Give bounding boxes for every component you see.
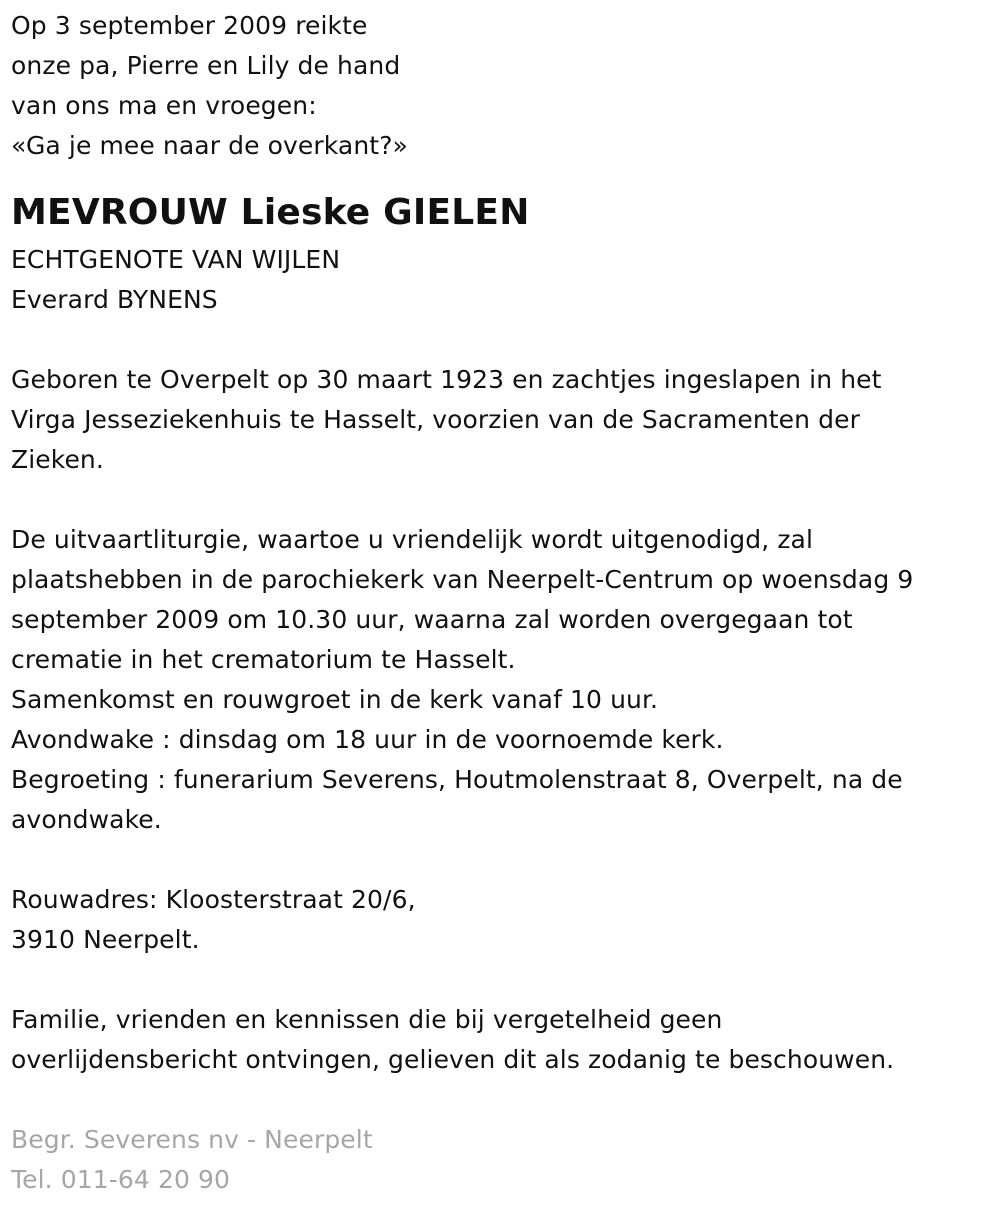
intro-line: onze pa, Pierre en Lily de hand xyxy=(11,51,401,80)
paragraph-line: september 2009 om 10.30 uur, waarna zal worden overgegaan tot xyxy=(11,605,853,634)
spacer xyxy=(11,1080,996,1120)
intro-line: van ons ma en vroegen: xyxy=(11,91,317,120)
spacer xyxy=(11,840,996,880)
ceremony-paragraph xyxy=(11,520,996,840)
address-line: 3910 Neerpelt. xyxy=(11,925,200,954)
paragraph-line: Geboren te Overpelt op 30 maart 1923 en zachtjes ingeslapen in het xyxy=(11,365,882,394)
paragraph-line: Begroeting : funerarium Severens, Houtmolenstraat 8, Overpelt, na de xyxy=(11,765,903,794)
footer-line: Begr. Severens nv - Neerpelt xyxy=(11,1125,373,1154)
funeral-director-footer xyxy=(11,1120,996,1200)
paragraph-line: Familie, vrienden en kennissen die bij vergetelheid geen xyxy=(11,1005,723,1034)
intro-verse xyxy=(11,6,996,166)
paragraph-line: overlijdensbericht ontvingen, gelieven dit als zodanig te beschouwen. xyxy=(11,1045,895,1074)
relation-line: Everard BYNENS xyxy=(11,285,218,314)
address-line: Rouwadres: Kloosterstraat 20/6, xyxy=(11,885,416,914)
paragraph-line: Zieken. xyxy=(11,445,104,474)
paragraph-line: De uitvaartliturgie, waartoe u vriendelijk wordt uitgenodigd, zal xyxy=(11,525,814,554)
spacer xyxy=(11,320,996,360)
birth-paragraph xyxy=(11,360,996,480)
paragraph-line: plaatshebben in de parochiekerk van Neerpelt-Centrum op woensdag 9 xyxy=(11,565,914,594)
intro-line: Op 3 september 2009 reikte xyxy=(11,11,368,40)
address-paragraph xyxy=(11,880,996,960)
paragraph-line: Avondwake : dinsdag om 18 uur in de voornoemde kerk. xyxy=(11,725,724,754)
obituary-notice xyxy=(11,6,996,1200)
spacer xyxy=(11,960,996,1000)
relation-block xyxy=(11,240,996,320)
footer-line: Tel. 011-64 20 90 xyxy=(11,1165,231,1194)
intro-line: «Ga je mee naar de overkant?» xyxy=(11,131,408,160)
paragraph-line: Samenkomst en rouwgroet in de kerk vanaf 10 uur. xyxy=(11,685,659,714)
paragraph-line: crematie in het crematorium te Hasselt. xyxy=(11,645,516,674)
paragraph-line: avondwake. xyxy=(11,805,162,834)
relation-line: ECHTGENOTE VAN WIJLEN xyxy=(11,245,341,274)
notice-paragraph xyxy=(11,1000,996,1080)
spacer xyxy=(11,480,996,520)
deceased-name: MEVROUW Lieske GIELEN xyxy=(11,192,530,233)
paragraph-line: Virga Jesseziekenhuis te Hasselt, voorzien van de Sacramenten der xyxy=(11,405,860,434)
